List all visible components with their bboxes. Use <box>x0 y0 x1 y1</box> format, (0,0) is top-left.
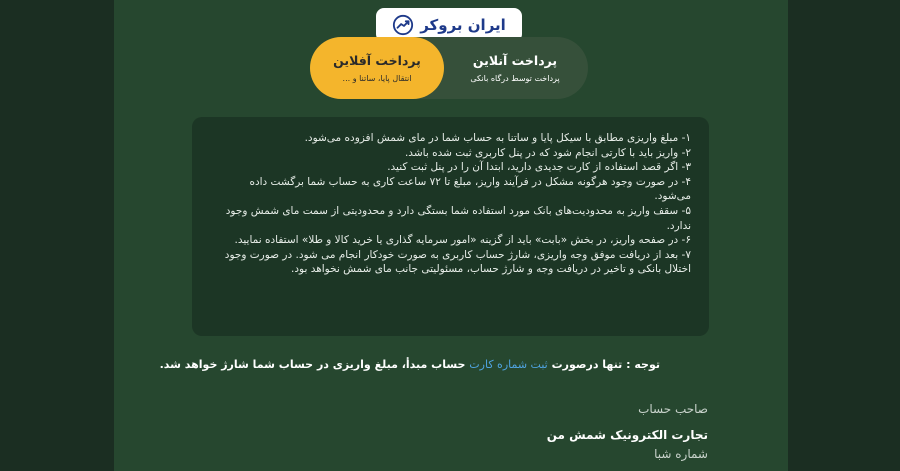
trend-chart-icon <box>392 14 414 36</box>
account-holder-label: صاحب حساب <box>638 402 708 416</box>
note-suffix: حساب مبدأ، مبلغ واریزی در حساب شما شارژ خواهد شد. <box>159 358 466 371</box>
rule-item: ۵- سقف واریز به محدودیت‌های بانک مورد استفاده شما بستگی دارد و محدودیتی از سمت مای شمش وجود ندارد. <box>225 204 691 232</box>
rule-item: ۱- مبلغ واریزی مطابق با سیکل پایا و ساتنا به حساب شما در مای شمش افزوده می‌شود. <box>304 132 691 144</box>
right-backdrop <box>788 0 900 471</box>
note-prefix: توجه : تنها درصورت <box>551 358 660 371</box>
tab-online-payment[interactable] <box>442 37 588 99</box>
attention-note <box>150 358 660 371</box>
offline-rules-box <box>192 117 709 336</box>
tab-offline-title: پرداخت آفلاین <box>333 53 421 68</box>
register-card-link[interactable]: ثبت شماره کارت <box>469 358 548 371</box>
sheba-number-label: شماره شبا <box>654 447 708 461</box>
brand-name: ایران بروکر <box>420 16 506 34</box>
tab-offline-payment[interactable] <box>310 37 444 99</box>
tab-online-title: پرداخت آنلاین <box>472 53 558 68</box>
rule-item: ۴- در صورت وجود هرگونه مشکل در فرآیند واریز، مبلغ تا ۷۲ ساعت کاری به حساب شما برگشت داده می‌شود. <box>249 175 691 203</box>
rule-item: ۲- واریز باید با کارتی انجام شود که در پنل کاربری ثبت شده باشد. <box>404 146 691 159</box>
left-backdrop <box>0 0 114 471</box>
tab-online-subtitle: پرداخت توسط درگاه بانکی <box>470 74 560 83</box>
account-holder-value: تجارت الکترونیک شمش من <box>546 428 708 442</box>
rule-item: ۶- در صفحه واریز، در بخش «بابت» باید از گزینه «امور سرمایه گذاری یا خرید کالا و طلا» استفاده نمایید. <box>234 234 691 247</box>
tab-offline-subtitle: انتقال پایا، ساتنا و ... <box>342 74 412 83</box>
payment-method-tabs <box>310 37 588 99</box>
rule-item: ۷- بعد از دریافت موفق وجه واریزی، شارژ حساب کاربری به صورت خودکار انجام می شود. در صورت وجود اختلال بانکی و تاخیر در دریافت وجه و شارژ حساب، مسئولیتی جانب مای شمش نخواهد بود. <box>224 248 691 276</box>
rule-item: ۳- اگر قصد استفاده از کارت جدیدی دارید، ابتدا آن را در پنل ثبت کنید. <box>387 161 691 174</box>
